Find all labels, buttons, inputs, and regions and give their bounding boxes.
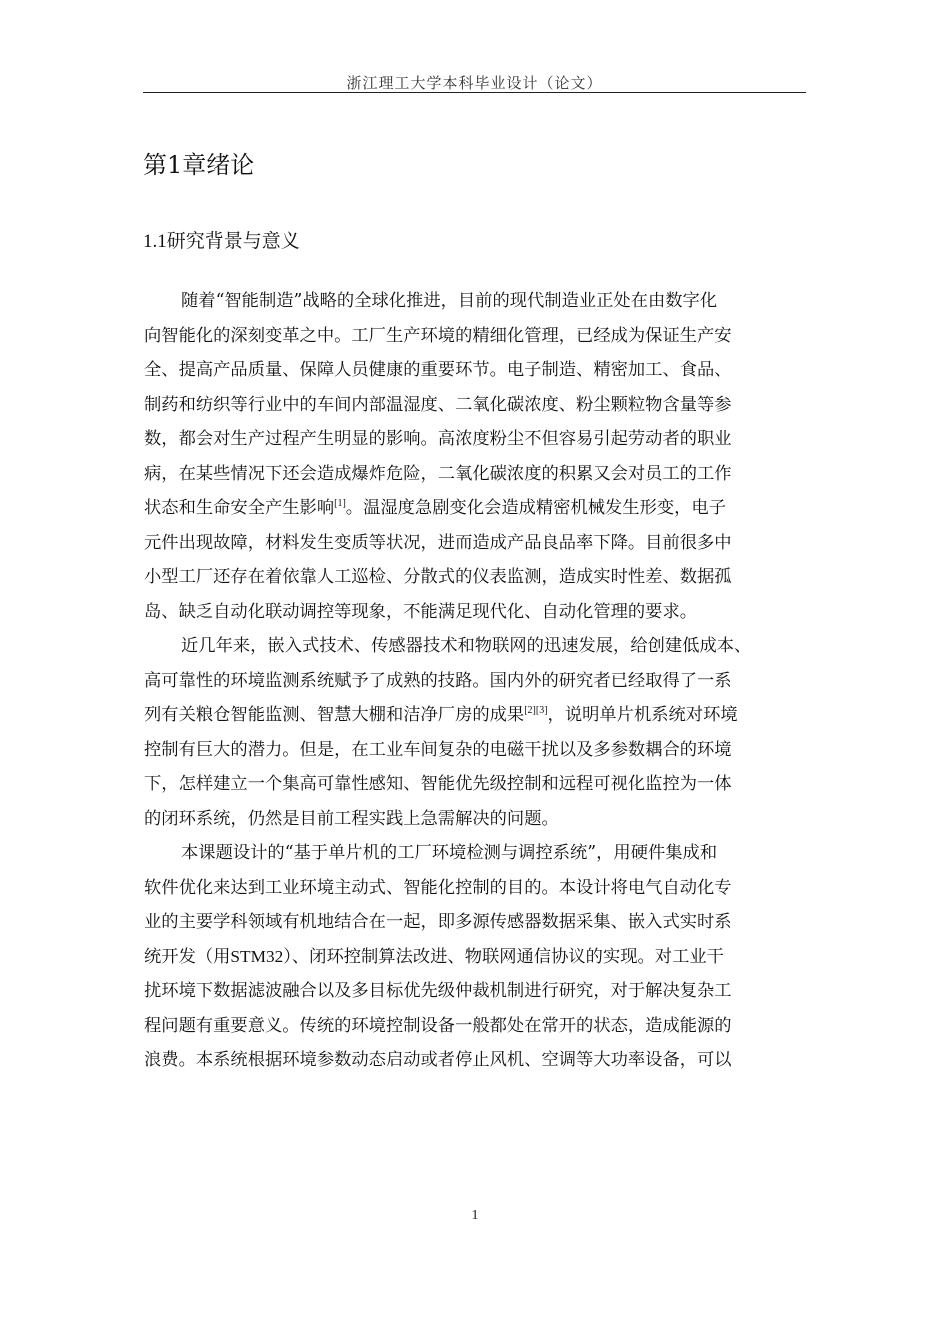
line-text-latin: STM32 xyxy=(230,946,284,966)
line-text: ）、闭环控制算法改进、物联网通信协议的实现。对工业干 xyxy=(283,946,724,967)
paragraph-line: 下，怎样建立一个集高可靠性感知、智能优先级控制和远程可视化监控为一体 xyxy=(144,774,732,794)
chapter-number: 第1章 xyxy=(143,151,207,179)
section-heading xyxy=(143,228,300,255)
section-number: 1.1 xyxy=(143,231,167,252)
paragraph-line: 近几年来，嵌入式技术、传感器技术和物联网的迅速发展，给创建低成本、 xyxy=(181,636,752,656)
line-text: 状态和生命安全产生影响 xyxy=(144,498,335,518)
paragraph-line: 岛、缺乏自动化联动调控等现象，不能满足现代化、自动化管理的要求。 xyxy=(144,601,698,622)
chapter-title: 绪论 xyxy=(206,151,255,179)
paragraph-line: 浪费。本系统根据环境参数动态启动或者停止风机、空调等大功率设备，可以 xyxy=(144,1050,732,1070)
paragraph-line: 业的主要学科领域有机地结合在一起，即多源传感器数据采集、嵌入式实时系 xyxy=(144,912,732,932)
paragraph-line: 小型工厂还存在着依靠人工巡检、分散式的仪表监测，造成实时性差、数据孤 xyxy=(144,567,732,587)
paragraph-line: 高可靠性的环境监测系统赋予了成熟的技路。国内外的研究者已经取得了一系 xyxy=(144,670,732,691)
citation-ref: [2][3] xyxy=(524,705,548,716)
line-text: 。温湿度急剧变化会造成精密机械发生形变，电子 xyxy=(345,498,726,518)
paragraph-line: 制药和纺织等行业中的车间内部温湿度、二氧化碳浓度、粉尘颗粒物含量等参 xyxy=(144,394,732,415)
citation-ref: [1] xyxy=(334,498,346,509)
paragraph-line: 病，在某些情况下还会造成爆炸危险，二氧化碳浓度的积累又会对员工的工作 xyxy=(144,463,732,484)
header-rule xyxy=(143,92,806,93)
paragraph-line: 的闭环系统，仍然是目前工程实践上急需解决的问题。 xyxy=(144,808,559,829)
body-text xyxy=(144,284,808,1078)
paragraph-line xyxy=(144,491,808,526)
paragraph-line: 元件出现故障，材料发生变质等状况，进而造成产品良品率下降。目前很多中 xyxy=(144,532,732,553)
line-text: 统开发（用 xyxy=(144,946,231,967)
running-header: 浙江理工大学本科毕业设计（论文） xyxy=(346,74,603,92)
paragraph-line: 扰环境下数据滤波融合以及多目标优先级仲裁机制进行研究，对于解决复杂工 xyxy=(144,981,732,1001)
paragraph-line: 本课题设计的“基于单片机的工厂环境检测与调控系统”，用硬件集成和 xyxy=(181,843,718,863)
page-number: 1 xyxy=(471,1208,479,1223)
paragraph-line: 程问题有重要意义。传统的环境控制设备一般都处在常开的状态，造成能源的 xyxy=(144,1015,732,1036)
chapter-heading xyxy=(143,150,254,180)
paragraph-line: 控制有巨大的潜力。但是，在工业车间复杂的电磁干扰以及多参数耦合的环境 xyxy=(144,739,732,760)
paragraph-line: 数，都会对生产过程产生明显的影响。高浓度粉尘不但容易引起劳动者的职业 xyxy=(144,429,732,449)
paragraph-line xyxy=(144,698,808,733)
line-text: 列有关粮仓智能监测、智慧大棚和洁净厂房的成果 xyxy=(144,705,525,725)
line-text: ，说明单片机系统对环境 xyxy=(547,705,738,725)
paragraph-line xyxy=(144,940,808,975)
paragraph-line: 全、提高产品质量、保障人员健康的重要环节。电子制造、精密加工、食品、 xyxy=(144,360,732,380)
paragraph-line: 随着“智能制造”战略的全球化推进，目前的现代制造业正处在由数字化 xyxy=(181,291,718,311)
section-title: 研究背景与意义 xyxy=(166,230,300,252)
paragraph-line: 软件优化来达到工业环境主动式、智能化控制的目的。本设计将电气自动化专 xyxy=(144,877,732,898)
paragraph-line: 向智能化的深刻变革之中。工厂生产环境的精细化管理，已经成为保证生产安 xyxy=(144,325,732,346)
